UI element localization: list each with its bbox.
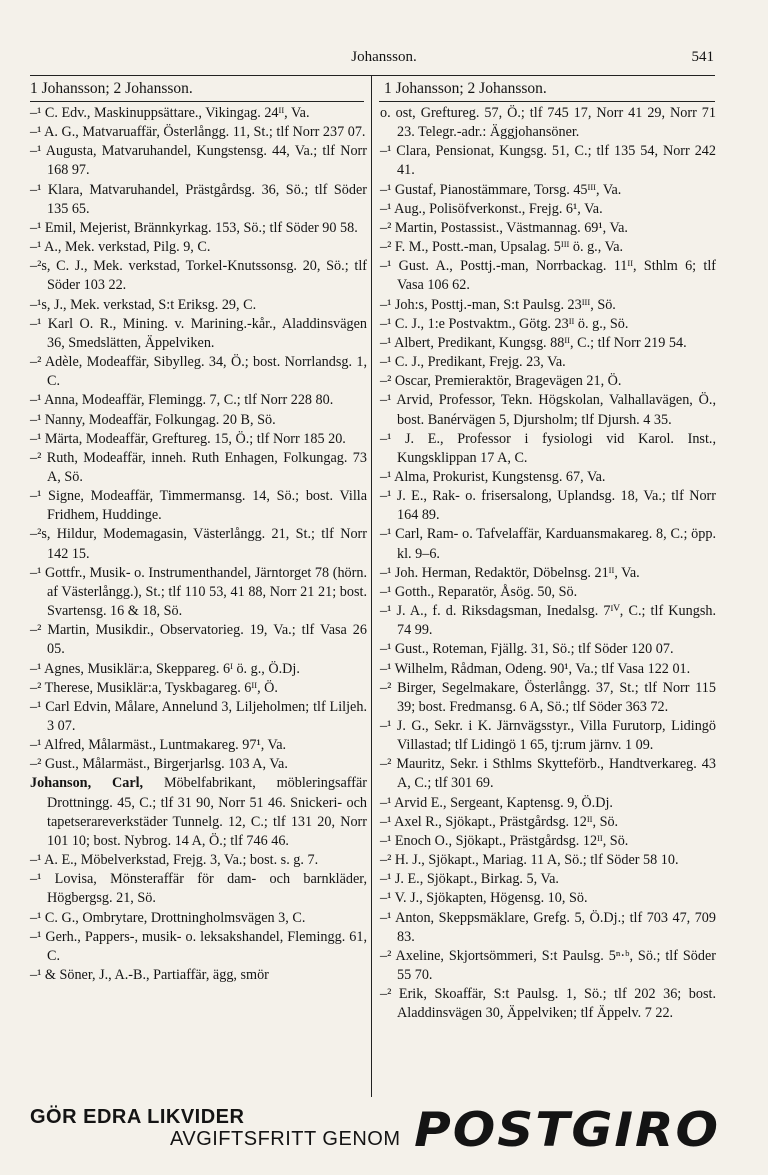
column-separator <box>371 75 372 1097</box>
directory-entry: –¹ Joh:s, Posttj.-man, S:t Paulsg. 23ᴵᴵᴵ, Sö. <box>380 296 616 313</box>
directory-entry: –¹ Gerh., Pappers-, musik- o. leksakshandel, Flemingg. 61, C. <box>30 928 367 964</box>
left-column-heading: 1 Johansson; 2 Johansson. <box>30 80 193 97</box>
directory-entry: –¹ Carl Edvin, Målare, Annelund 3, Liljeholmen; tlf Liljeh. 3 07. <box>30 698 367 734</box>
directory-entry: Johanson, Carl, Möbelfabrikant, möbleringsaffär Drottningg. 45, C.; tlf 31 90, Norr 51 46. Snickeri- och tapetserareverkstäder Tunnelg. 12, C.; tlf 131 20, Norr 101 10; bost. Nybrog. 14 A, Ö.; tlf 746 46. <box>30 775 367 849</box>
directory-entry: –¹ A. G., Matvaruaffär, Österlångg. 11, St.; tlf Norr 237 07. <box>30 124 366 141</box>
directory-entry: –¹ C. G., Ombrytare, Drottningholmsvägen 3, C. <box>30 909 306 926</box>
directory-entry: –² Mauritz, Sekr. i Sthlms Skytteförb., Handtverkareg. 43 A, C.; tlf 301 69. <box>380 756 716 792</box>
directory-entry: –¹ Anton, Skeppsmäklare, Grefg. 5, Ö.Dj.; tlf 703 47, 709 83. <box>380 909 716 945</box>
directory-entry: –¹ Gustaf, Pianostämmare, Torsg. 45ᴵᴵᴵ, Va. <box>380 181 622 198</box>
directory-entry: –¹ Gust. A., Posttj.-man, Norrbackag. 11ᴵᴵ, Sthlm 6; tlf Vasa 106 62. <box>380 258 716 294</box>
postgiro-logo: POSTGIRO <box>414 1102 720 1158</box>
directory-entry: –¹ A., Mek. verkstad, Pilg. 9, C. <box>30 239 211 256</box>
directory-entry: –² H. J., Sjökapt., Mariag. 11 A, Sö.; tlf Söder 58 10. <box>380 852 679 869</box>
ad-line-2: AVGIFTSFRITT GENOM <box>170 1128 401 1150</box>
directory-entry: –¹ Augusta, Matvaruhandel, Kungstensg. 44, Va.; tlf Norr 168 97. <box>30 143 367 179</box>
directory-entry: –¹ Clara, Pensionat, Kungsg. 51, C.; tlf 135 54, Norr 242 41. <box>380 143 716 179</box>
directory-entry: –¹ J. E., Professor i fysiologi vid Karol. Inst., Kungsklippan 17 A, C. <box>380 430 716 466</box>
directory-entry: –¹ Joh. Herman, Redaktör, Döbelnsg. 21ᴵᴵ, Va. <box>380 564 640 581</box>
directory-entry: –¹ Nanny, Modeaffär, Folkungag. 20 B, Sö. <box>30 411 276 428</box>
directory-entry: –¹ J. G., Sekr. i K. Järnvägsstyr., Villa Furutorp, Lidingö Villastad; tlf Lidingö 1 65, tj:rum järnv. 1 09. <box>380 718 716 754</box>
entry-name-bold: Johanson, Carl, <box>30 775 144 792</box>
directory-entry: –² F. M., Postt.-man, Upsalag. 5ᴵᴵᴵ ö. g., Va. <box>380 239 624 256</box>
directory-entry: –¹ Lovisa, Mönsteraffär för dam- och barnkläder, Högbergsg. 21, Sö. <box>30 871 367 907</box>
directory-entry: –² Adèle, Modeaffär, Sibylleg. 34, Ö.; bost. Norrlandsg. 1, C. <box>30 354 367 390</box>
directory-entry: –¹ Gotth., Reparatör, Åsög. 50, Sö. <box>380 583 578 600</box>
directory-entry: –¹ Albert, Predikant, Kungsg. 88ᴵᴵ, C.; tlf Norr 219 54. <box>380 334 687 351</box>
right-heading-rule <box>379 101 715 102</box>
directory-entry: –¹ J. E., Sjökapt., Birkag. 5, Va. <box>380 871 559 888</box>
directory-entry: –¹ Gust., Roteman, Fjällg. 31, Sö.; tlf Söder 120 07. <box>380 641 674 658</box>
directory-entry: –¹ Alfred, Målarmäst., Luntmakareg. 97¹, Va. <box>30 737 287 754</box>
directory-entry: –² Ruth, Modeaffär, inneh. Ruth Enhagen, Folkungag. 73 A, Sö. <box>30 449 367 485</box>
directory-entry: –¹ V. J., Sjökapten, Högensg. 10, Sö. <box>380 890 588 907</box>
directory-entry: –²s, C. J., Mek. verkstad, Torkel-Knutssonsg. 20, Sö.; tlf Söder 103 22. <box>30 258 367 294</box>
directory-entry: –² Gust., Målarmäst., Birgerjarlsg. 103 A, Va. <box>30 756 288 773</box>
right-column-heading: 1 Johansson; 2 Johansson. <box>384 80 547 97</box>
directory-entry: –¹ Karl O. R., Mining. v. Marining.-kår., Aladdinsvägen 36, Smedslätten, Äppelviken. <box>30 315 367 351</box>
directory-entry: –¹ & Söner, J., A.-B., Partiaffär, ägg, smör <box>30 967 269 984</box>
page-title: Johansson. <box>351 49 417 65</box>
running-head <box>0 49 768 69</box>
directory-entry: –² Therese, Musiklär:a, Tyskbagareg. 6ᴵᴵ, Ö. <box>30 679 278 696</box>
ad-line-1: GÖR EDRA LIKVIDER <box>30 1106 245 1128</box>
directory-entry: –² Oscar, Premieraktör, Bragevägen 21, Ö. <box>380 373 622 390</box>
directory-entry: –¹ Wilhelm, Rådman, Odeng. 90¹, Va.; tlf Vasa 122 01. <box>380 660 691 677</box>
page-number: 541 <box>691 49 714 65</box>
directory-entry: –¹ C. Edv., Maskinuppsättare., Vikingag. 24ᴵᴵ, Va. <box>30 105 310 121</box>
directory-entry: –¹ C. J., Predikant, Frejg. 23, Va. <box>380 354 566 371</box>
directory-entry: –¹ Emil, Mejerist, Brännkyrkag. 153, Sö.; tlf Söder 90 58. <box>30 219 358 236</box>
directory-entry: –¹ Signe, Modeaffär, Timmermansg. 14, Sö.; bost. Villa Fridhem, Huddinge. <box>30 488 367 524</box>
directory-entry: –¹ Carl, Ram- o. Tafvelaffär, Karduansmakareg. 8, C.; öpp. kl. 9–6. <box>380 526 716 562</box>
directory-entry: –¹ Anna, Modeaffär, Flemingg. 7, C.; tlf Norr 228 80. <box>30 392 334 409</box>
directory-entry: –¹ Enoch O., Sjökapt., Prästgårdsg. 12ᴵᴵ, Sö. <box>380 832 629 849</box>
directory-entry: –¹ Arvid E., Sergeant, Kaptensg. 9, Ö.Dj. <box>380 794 613 811</box>
postgiro-advertisement <box>30 1103 720 1159</box>
directory-entry: –² Erik, Skoaffär, S:t Paulsg. 1, Sö.; tlf 202 36; bost. Aladdinsvägen 30, Äppelviken; tlf Äppelv. 7 22. <box>380 986 716 1022</box>
directory-entry: –¹s, J., Mek. verkstad, S:t Eriksg. 29, C. <box>30 296 257 313</box>
directory-entry: –¹ Axel R., Sjökapt., Prästgårdsg. 12ᴵᴵ, Sö. <box>380 813 619 830</box>
directory-entry: –¹ Märta, Modeaffär, Greftureg. 15, Ö.; tlf Norr 185 20. <box>30 430 346 447</box>
directory-entry: –¹ J. E., Rak- o. frisersalong, Uplandsg. 18, Va.; tlf Norr 164 89. <box>380 488 716 524</box>
directory-entry: –¹ Arvid, Professor, Tekn. Högskolan, Valhallavägen, Ö., bost. Banérvägen 5, Djursholm; tlf Djursh. 4 35. <box>380 392 716 428</box>
directory-entry: –¹ J. A., f. d. Riksdagsman, Inedalsg. 7ᴵⱽ, C.; tlf Kungsh. 74 99. <box>380 603 716 639</box>
directory-entry: –¹ Gottfr., Musik- o. Instrumenthandel, Järntorget 78 (hörn. af Västerlångg.), St.; tlf 110 53, 41 88, Norr 21 21; bost. Svartensg. 16 & 18, Sö. <box>30 564 367 620</box>
directory-entry: –¹ C. J., 1:e Postvaktm., Götg. 23ᴵᴵ ö. g., Sö. <box>380 315 629 332</box>
directory-entry: o. ost, Greftureg. 57, Ö.; tlf 745 17, Norr 41 29, Norr 71 23. Telegr.-adr.: Äggjohansöner. <box>380 105 716 141</box>
directory-entry: –¹ Klara, Matvaruhandel, Prästgårdsg. 36, Sö.; tlf Söder 135 65. <box>30 181 367 217</box>
directory-entry: –¹ Aug., Polisöfverkonst., Frejg. 6¹, Va. <box>380 200 603 217</box>
directory-entry: –² Birger, Segelmakare, Österlångg. 37, St.; tlf Norr 115 39; bost. Fredmansg. 6 A, Sö.; tlf Söder 363 72. <box>380 679 716 715</box>
directory-entry: –² Axeline, Skjortsömmeri, S:t Paulsg. 5ⁿ·ᵇ, Sö.; tlf Söder 55 70. <box>380 947 716 984</box>
left-column <box>30 104 367 985</box>
directory-entry: –¹ A. E., Möbelverkstad, Frejg. 3, Va.; bost. s. g. 7. <box>30 852 319 869</box>
directory-entry: –² Martin, Postassist., Västmannag. 69¹, Va. <box>380 219 628 236</box>
left-heading-rule <box>30 101 364 102</box>
directory-entry: –¹ Alma, Prokurist, Kungstensg. 67, Va. <box>380 468 606 485</box>
top-rule <box>30 75 715 76</box>
right-column <box>380 104 716 1024</box>
directory-entry: –¹ Agnes, Musiklär:a, Skeppareg. 6ᴵ ö. g., Ö.Dj. <box>30 660 300 677</box>
directory-entry: –² Martin, Musikdir., Observatorieg. 19, Va.; tlf Vasa 26 05. <box>30 622 367 658</box>
directory-entry: –²s, Hildur, Modemagasin, Västerlångg. 21, St.; tlf Norr 142 15. <box>30 526 367 562</box>
